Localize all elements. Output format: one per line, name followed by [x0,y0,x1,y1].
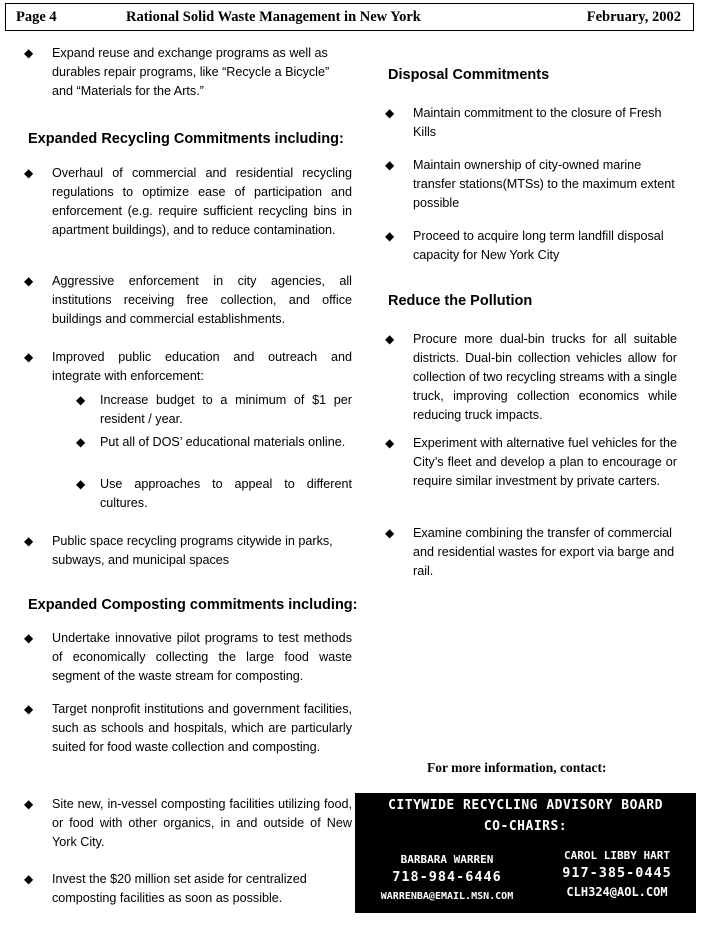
list-item: ◆ Invest the $20 million set aside for centralized composting facilities as soon as possible. [24,872,307,905]
list-item: ◆ Aggressive enforcement in city agencies, all institutions receiving free collection, and office buildings and commercial establishments. [24,274,352,326]
list-item: ◆ Improved public education and outreach and integrate with enforcement: [24,350,352,383]
diamond-bullet-icon: ◆ [24,872,34,886]
diamond-bullet-icon: ◆ [24,166,34,180]
newsletter-title: Rational Solid Waste Management in New York [126,9,421,25]
board-subtitle: CO-CHAIRS: [483,819,568,834]
diamond-bullet-icon: ◆ [385,332,395,346]
chair1-email: WARRENBA@EMAIL.MSN.COM [380,891,514,902]
section-heading-recycling: Expanded Recycling Commitments including: [28,131,344,147]
diamond-bullet-icon: ◆ [24,797,34,811]
list-item: ◆ Maintain ownership of city-owned marine transfer stations(MTSs) to the maximum extent possible [385,158,675,210]
list-item: ◆ Experiment with alternative fuel vehicles for the City’s fleet and develop a plan to encourage or require similar investment by private carters. [385,436,677,488]
list-item: ◆ Target nonprofit institutions and government facilities, such as schools and hospitals, which are particularly suited for food waste collection and composting. [24,702,352,754]
chair2-name: CAROL LIBBY HART [564,849,670,862]
diamond-bullet-icon: ◆ [24,350,34,364]
list-item: ◆ Examine combining the transfer of commercial and residential wastes for export via barge and rail. [385,526,675,578]
diamond-bullet-icon: ◆ [76,393,86,407]
list-item: ◆ Undertake innovative pilot programs to test methods of economically collecting the large food waste segment of the waste stream for composting. [24,631,352,683]
diamond-bullet-icon: ◆ [385,436,395,450]
list-item: ◆ Procure more dual-bin trucks for all suitable districts. Dual-bin collection vehicles allow for collection of two recycling streams with a single truck, improving collection economics while reducing truck impacts. [385,332,677,422]
sub-list-item: ◆ Use approaches to appeal to different cultures. [76,477,352,510]
diamond-bullet-icon: ◆ [385,526,395,540]
list-item: ◆ Overhaul of commercial and residential recycling regulations to optimize ease of participation and enforcement (e.g. require sufficient recycling bins in apartment buildings), and to reduce contamination. [24,166,352,237]
list-item: ◆ Proceed to acquire long term landfill disposal capacity for New York City [385,229,664,262]
chair2-email: CLH324@AOL.COM [566,885,668,899]
list-item: ◆ Maintain commitment to the closure of Fresh Kills [385,106,662,139]
diamond-bullet-icon: ◆ [76,435,86,449]
chair1-phone: 718-984-6446 [392,869,502,885]
list-item: ◆ Expand reuse and exchange programs as well as durables repair programs, like “Recycle a Bicycle” and “Materials for the Arts.” [24,46,330,98]
section-heading-pollution: Reduce the Pollution [388,293,533,309]
diamond-bullet-icon: ◆ [24,702,34,716]
section-heading-disposal: Disposal Commitments [388,67,550,83]
diamond-bullet-icon: ◆ [24,46,34,60]
chair2-phone: 917-385-0445 [562,865,672,881]
list-item: ◆ Site new, in-vessel composting facilities utilizing food, or food with other organics, in and outside of New York City. [24,797,352,849]
page-header [5,3,694,31]
issue-date: February, 2002 [586,9,681,25]
diamond-bullet-icon: ◆ [385,106,395,120]
board-title: CITYWIDE RECYCLING ADVISORY BOARD [388,798,663,813]
chair1-name: BARBARA WARREN [400,853,494,866]
section-heading-composting: Expanded Composting commitments including: [28,597,358,613]
diamond-bullet-icon: ◆ [24,631,34,645]
contact-box [355,793,696,913]
sub-list-item: ◆ Put all of DOS’ educational materials online. [76,433,352,452]
list-item: ◆ Public space recycling programs citywide in parks, subways, and municipal spaces [24,534,333,567]
diamond-bullet-icon: ◆ [385,229,395,243]
diamond-bullet-icon: ◆ [385,158,395,172]
diamond-bullet-icon: ◆ [24,534,34,548]
diamond-bullet-icon: ◆ [24,274,34,288]
contact-label: For more information, contact: [427,760,607,775]
sub-list-item: ◆ Increase budget to a minimum of $1 per resident / year. [76,393,352,426]
page-number: Page 4 [16,9,57,25]
diamond-bullet-icon: ◆ [76,477,86,491]
